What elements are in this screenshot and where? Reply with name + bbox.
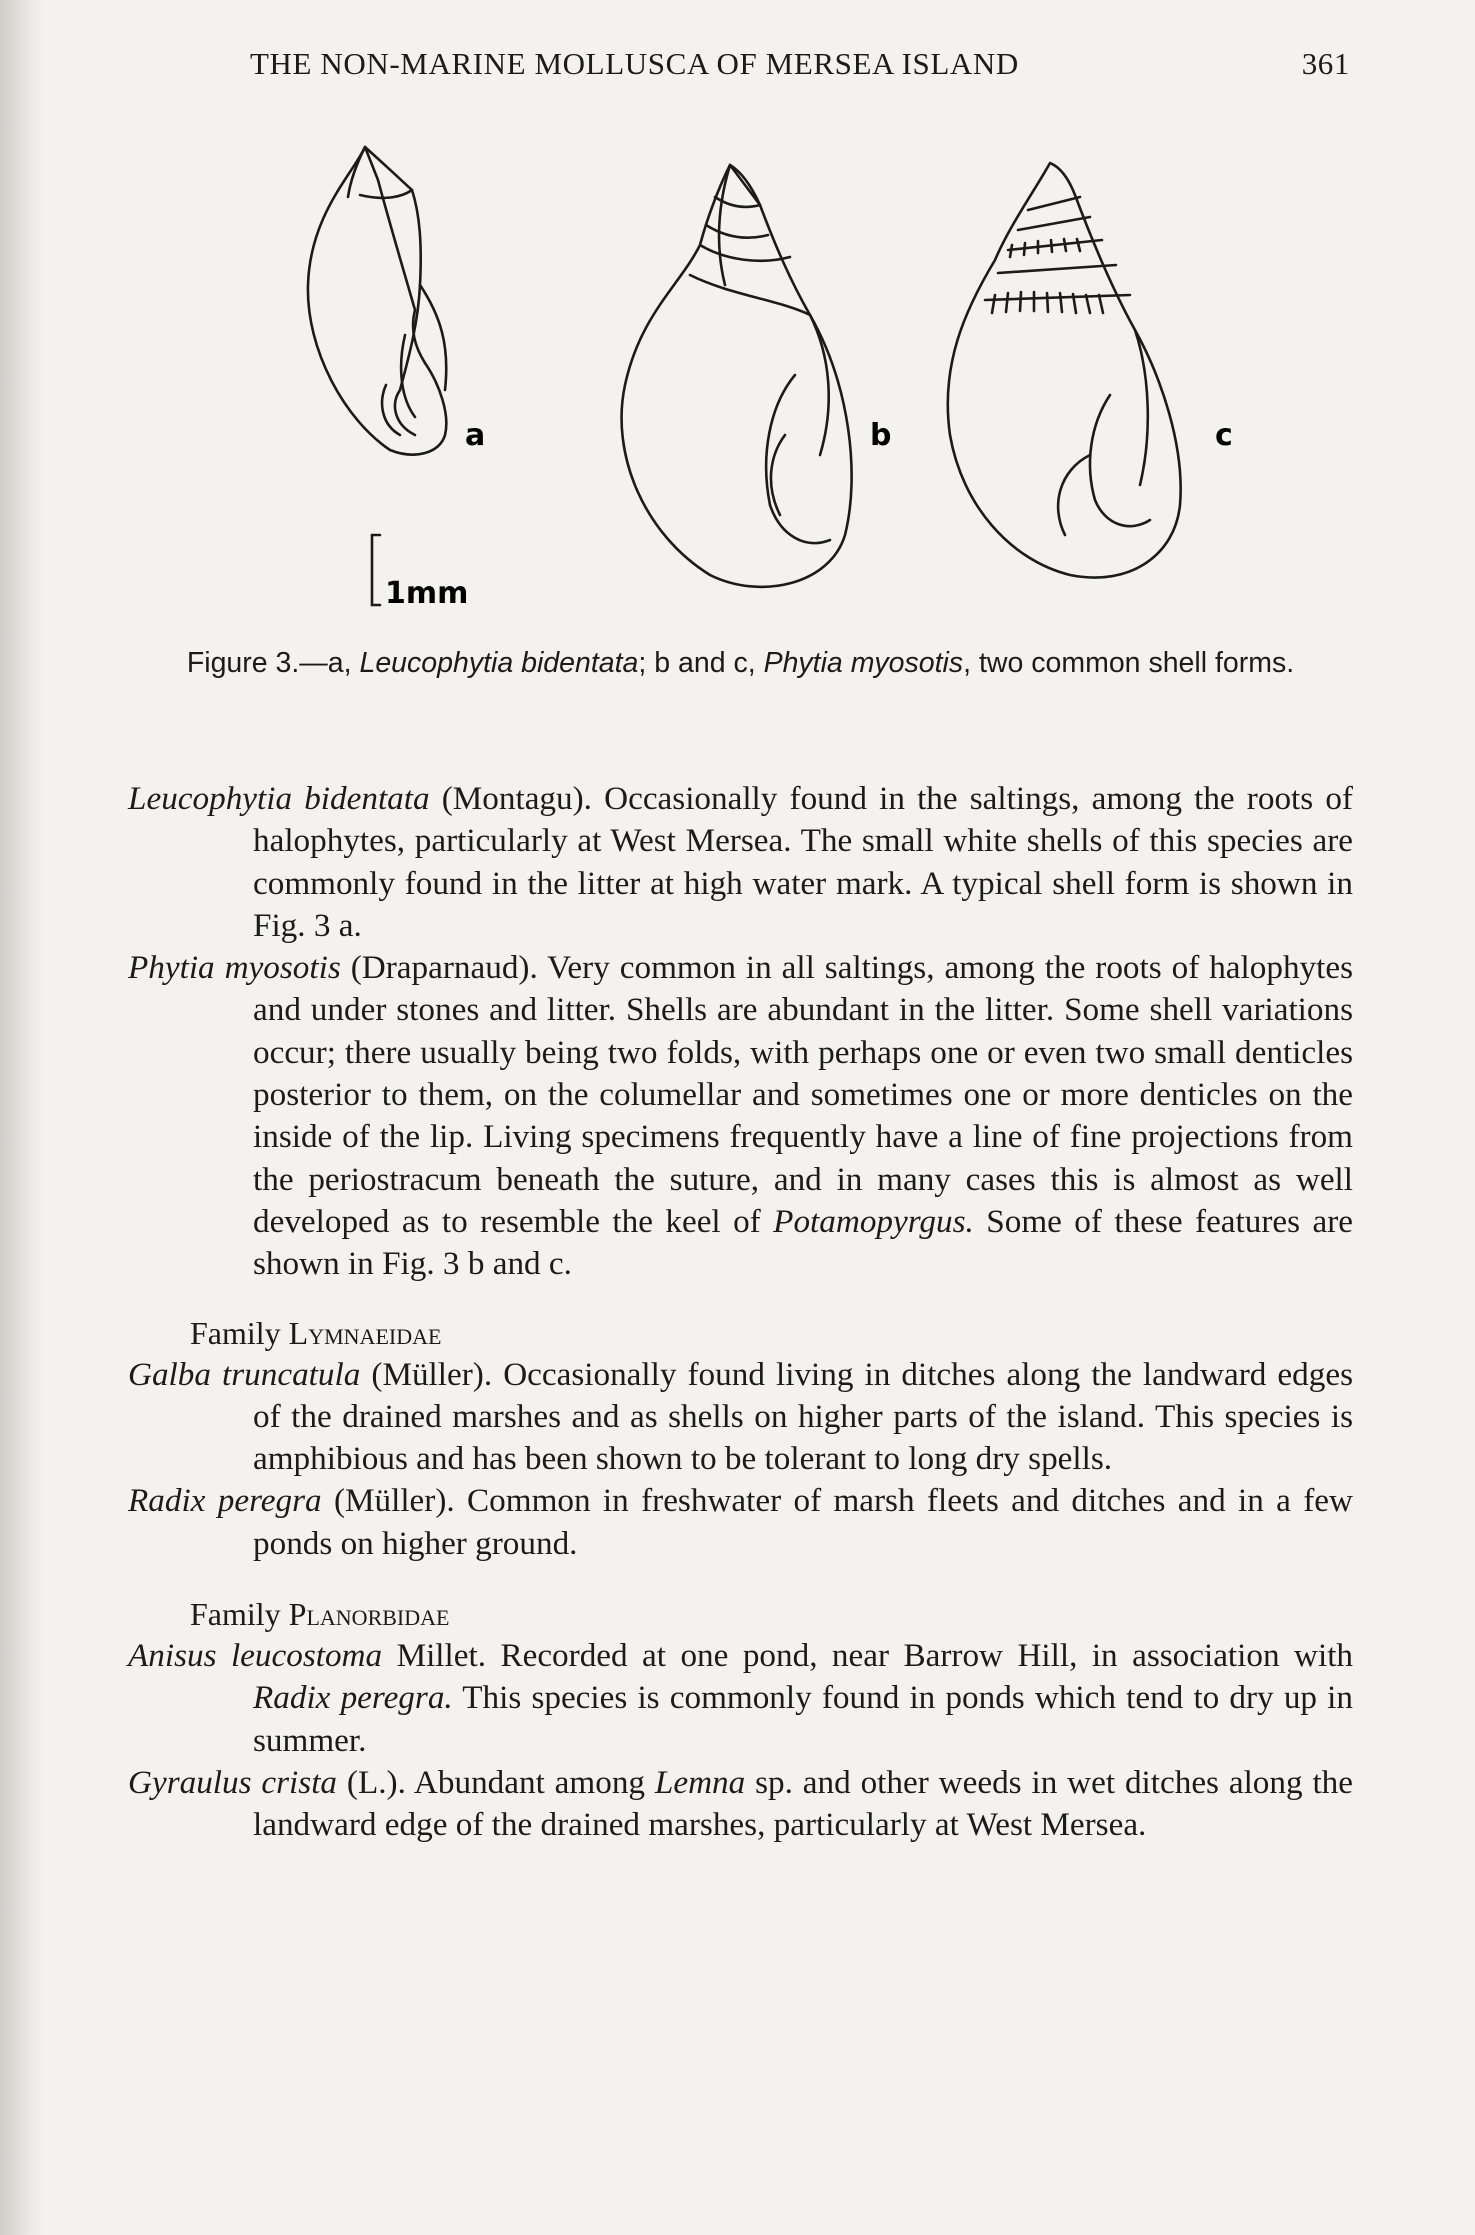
species-name: Radix peregra xyxy=(128,1482,322,1520)
species-description: Common in freshwater of marsh fleets and ditches and in a few ponds on higher ground. xyxy=(253,1482,1353,1562)
caption-prefix: Figure 3.—a, xyxy=(186,647,360,679)
shell-c-drawing xyxy=(948,163,1181,578)
species-text xyxy=(128,778,1353,1847)
species-author: Millet. xyxy=(382,1637,486,1675)
species-description-end: Some of these features are shown in Fig. 3 b and c. xyxy=(253,1202,1353,1283)
shell-a-drawing xyxy=(308,147,446,455)
species-entry xyxy=(128,1762,1353,1847)
label-a: a xyxy=(465,418,486,453)
figure-caption xyxy=(128,642,1353,684)
species-description-end: This species is commonly found in ponds which tend to dry up in summer. xyxy=(253,1679,1353,1759)
species-description: Occasionally found in the saltings, among the roots of halophytes, particularly at West Mersea. The small white shells of this species are commonly found in the litter at high water mark. A typical shell form is shown in Fig. 3 a. xyxy=(253,780,1353,944)
label-b: b xyxy=(870,418,892,453)
label-c: c xyxy=(1215,418,1233,453)
running-title: THE NON-MARINE MOLLUSCA OF MERSEA ISLAND xyxy=(250,46,1019,81)
species-entry xyxy=(128,1480,1353,1565)
species-reference: Radix peregra. xyxy=(253,1679,453,1717)
caption-suffix: , two common shell forms. xyxy=(963,647,1295,679)
family-name: Planorbidae xyxy=(288,1596,450,1633)
family-word: Family xyxy=(190,1314,281,1351)
family-heading xyxy=(128,1593,1353,1635)
species-name: Phytia myosotis xyxy=(128,949,341,987)
species-entry xyxy=(128,947,1353,1285)
caption-species-a: Leucophytia bidentata xyxy=(359,647,639,679)
species-reference: Lemna xyxy=(654,1763,746,1801)
species-entry xyxy=(128,1354,1353,1481)
species-entry xyxy=(128,778,1353,947)
species-author: (Müller). xyxy=(321,1482,455,1520)
running-head xyxy=(250,46,1350,90)
shell-b-drawing xyxy=(622,165,852,587)
species-description: Abundant among xyxy=(405,1763,655,1801)
species-description-end: sp. and other weeds in wet ditches along the landward edge of the drained marshes, particularly at West Mersea. xyxy=(253,1763,1353,1844)
caption-mid: ; b and c, xyxy=(638,647,764,679)
species-name: Gyraulus crista xyxy=(128,1763,338,1801)
species-author: (Draparnaud). xyxy=(340,949,538,987)
species-author: (Montagu). xyxy=(429,780,592,817)
family-word: Family xyxy=(190,1596,281,1633)
species-description: Very common in all saltings, among the roots of halophytes and under stones and litter. Shells are abundant in the litter. Some shell variations occur; there usually being two folds, with perhaps one or even two small denticles posterior to them, on the columellar and sometimes one or more denticles on the inside of the lip. Living specimens frequently have a line of fine projections from the periostracum beneath the suture, and in many cases this is almost as well developed as to resemble the keel of xyxy=(253,949,1354,1240)
family-heading xyxy=(128,1312,1353,1354)
species-description: Occasionally found living in ditches along the landward edges of the drained marshes and as shells on higher parts of the island. This species is amphibious and has been shown to be tolerant to long dry spells. xyxy=(253,1355,1353,1478)
page-number: 361 xyxy=(1301,46,1350,81)
species-name: Anisus leucostoma xyxy=(128,1637,383,1675)
species-name: Galba truncatula xyxy=(128,1355,361,1393)
scale-bar xyxy=(372,535,380,605)
species-name: Leucophytia bidentata xyxy=(128,780,430,817)
page-gutter-shadow xyxy=(0,0,46,2235)
shell-drawings xyxy=(290,135,1380,635)
species-author: (L.). xyxy=(337,1763,406,1801)
species-entry xyxy=(128,1635,1353,1762)
species-author: (Müller). xyxy=(360,1355,493,1393)
family-name: Lymnaeidae xyxy=(288,1314,442,1351)
species-description: Recorded at one pond, near Barrow Hill, in association with xyxy=(486,1637,1354,1675)
species-reference: Potamopyrgus. xyxy=(773,1202,974,1240)
figure-3 xyxy=(290,135,1380,635)
caption-species-bc: Phytia myosotis xyxy=(763,647,964,679)
scale-label: 1mm xyxy=(385,576,469,611)
